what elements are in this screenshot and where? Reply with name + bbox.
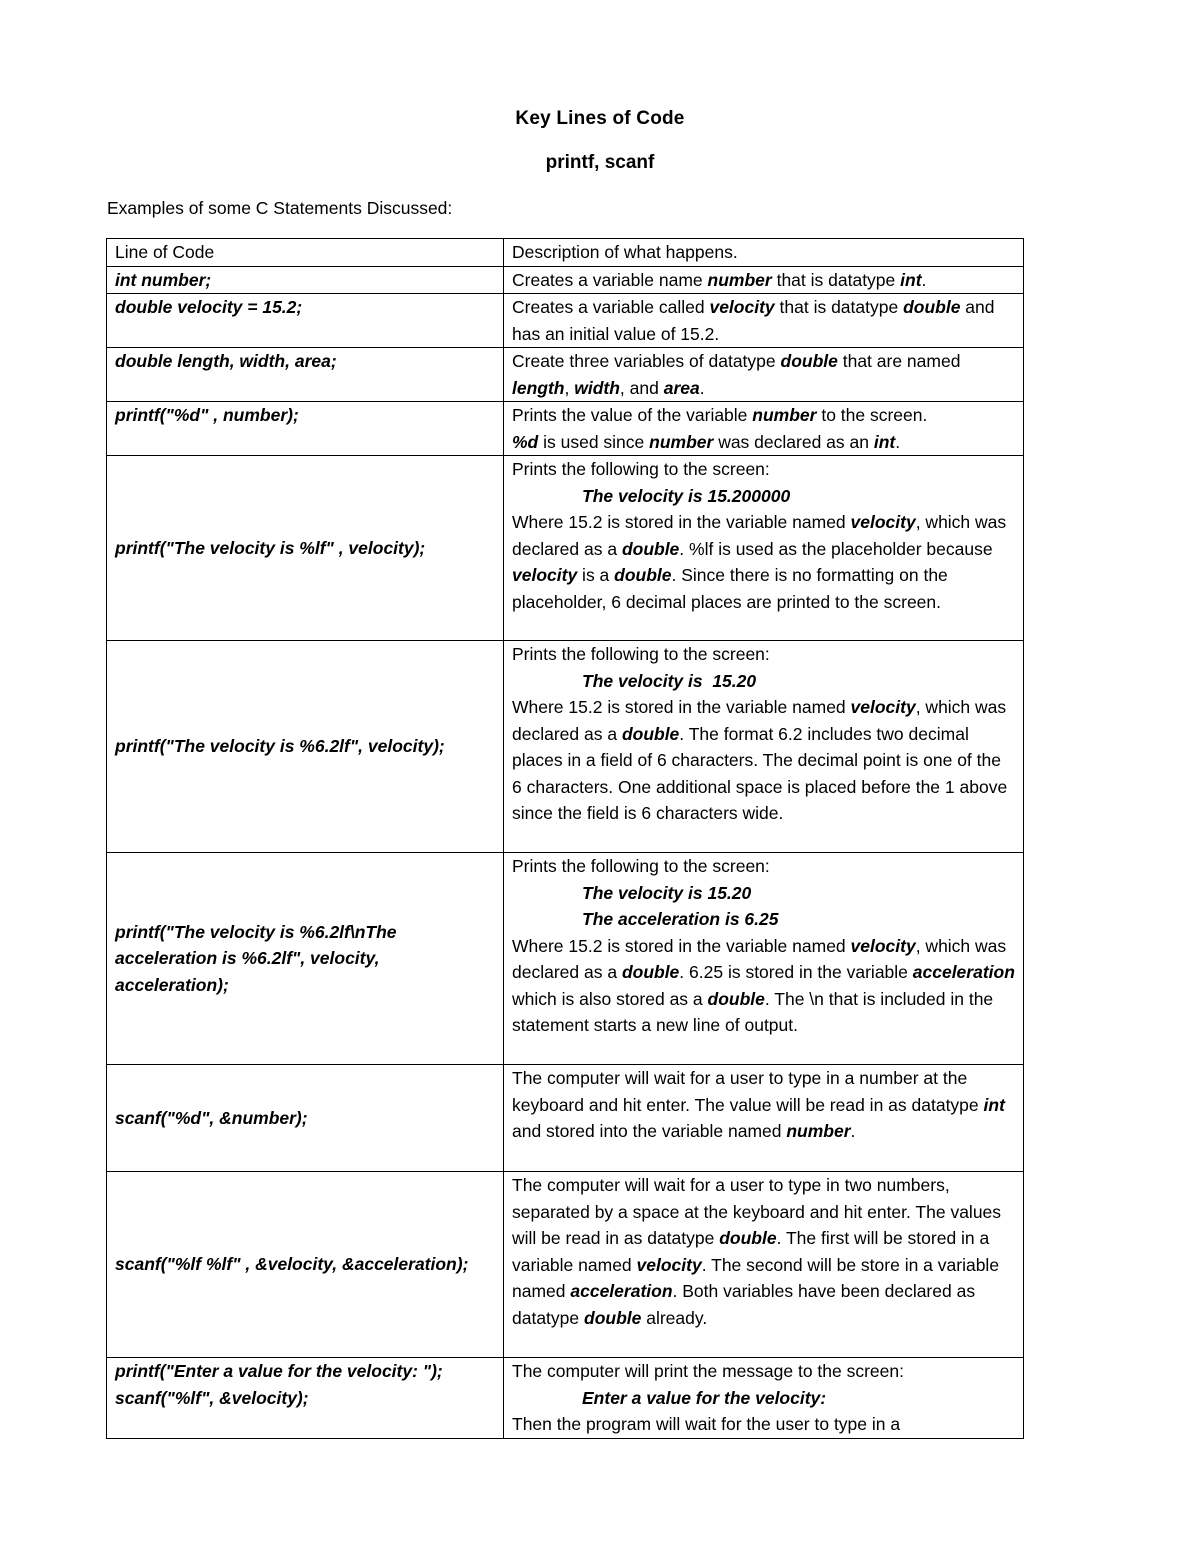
desc-text: which is also stored as a xyxy=(512,988,708,1009)
desc-text: The computer will wait for a user to type in two numbers, separated by a space at the keyboard and hit enter. The values will be read in as datatype xyxy=(512,1175,1002,1248)
desc-text: . The format 6.2 includes two decimal places in a field of 6 characters. The decimal point is one of the 6 characters. One additional space is placed before the 1 above since the field is 6 characters wide. xyxy=(512,723,1008,823)
desc-text: Where 15.2 is stored in the variable named xyxy=(512,935,851,956)
console-output: The velocity is 15.200000 xyxy=(582,485,791,506)
desc-keyword: length xyxy=(512,377,565,398)
description-cell xyxy=(504,348,1024,402)
desc-text: , which was declared as a xyxy=(512,697,1007,744)
desc-text: already. xyxy=(641,1307,708,1328)
desc-lead: Prints the following to the screen: xyxy=(512,856,770,876)
code-line: printf("The velocity is %6.2lf\nThe acceleration is %6.2lf", velocity, acceleration); xyxy=(115,921,402,995)
desc-keyword: area xyxy=(663,377,700,398)
desc-text: . %lf is used as the placeholder because xyxy=(679,538,993,559)
desc-line xyxy=(512,402,1015,429)
desc-text: that are named xyxy=(837,351,961,371)
desc-keyword: number xyxy=(649,431,714,452)
table-row xyxy=(107,294,1024,348)
code-cell xyxy=(107,1172,504,1358)
desc-text: . Since there is no formatting on the placeholder, 6 decimal places are printed to the screen. xyxy=(512,565,948,612)
desc-keyword: velocity xyxy=(512,565,578,585)
desc-keyword: number xyxy=(707,269,772,290)
table-row xyxy=(107,348,1024,402)
desc-text: , xyxy=(564,377,575,398)
desc-keyword: int xyxy=(873,431,896,452)
desc-keyword: velocity xyxy=(709,297,775,317)
desc-keyword: double xyxy=(707,988,765,1009)
code-cell xyxy=(107,1065,504,1172)
desc-keyword: int xyxy=(900,269,922,290)
desc-keyword: velocity xyxy=(850,697,916,717)
desc-text: , which was declared as a xyxy=(512,935,1007,982)
desc-text: . xyxy=(895,431,901,452)
code-line: printf("%d" , number); xyxy=(115,405,299,425)
desc-keyword: velocity xyxy=(850,512,916,532)
desc-text: Where 15.2 is stored in the variable named xyxy=(512,512,851,532)
desc-text: that is datatype xyxy=(774,297,904,317)
code-cell xyxy=(107,348,504,402)
code-line: int number; xyxy=(115,269,212,290)
table-row xyxy=(107,1172,1024,1358)
console-output: The velocity is 15.20 xyxy=(582,882,752,903)
desc-text: Prints the value of the variable xyxy=(512,405,753,425)
desc-text: . xyxy=(921,269,927,290)
desc-keyword: acceleration xyxy=(912,962,1015,982)
desc-keyword: width xyxy=(574,377,620,398)
desc-keyword: double xyxy=(621,723,680,744)
desc-text: . Both variables have been declared as datatype xyxy=(512,1281,976,1328)
console-output: The acceleration is 6.25 xyxy=(582,909,779,929)
desc-lead: The computer will print the message to the screen: xyxy=(512,1361,904,1381)
desc-lead: Prints the following to the screen: xyxy=(512,459,770,479)
desc-text: . xyxy=(850,1121,856,1141)
desc-text: Where 15.2 is stored in the variable named xyxy=(512,697,851,717)
table-row xyxy=(107,641,1024,853)
desc-line xyxy=(512,429,1015,456)
desc-lead: Prints the following to the screen: xyxy=(512,644,770,664)
desc-keyword: %d xyxy=(512,431,539,452)
desc-text: , which was declared as a xyxy=(512,512,1007,559)
code-line: scanf("%d", &number); xyxy=(115,1107,308,1128)
desc-keyword: double xyxy=(621,962,680,982)
table-header-row xyxy=(107,239,1024,267)
desc-text: Creates a variable name xyxy=(512,269,708,290)
console-output: The velocity is 15.20 xyxy=(582,670,757,691)
desc-keyword: double xyxy=(614,565,672,585)
desc-text: The computer will wait for a user to type in a number at the keyboard and hit enter. The value will be read in as datatype xyxy=(512,1068,984,1115)
code-cell xyxy=(107,853,504,1065)
intro-text: Examples of some C Statements Discussed: xyxy=(107,198,453,218)
description-cell xyxy=(504,456,1024,641)
desc-keyword: acceleration xyxy=(570,1281,673,1301)
desc-text: , and xyxy=(619,377,664,398)
table-row xyxy=(107,402,1024,456)
desc-keyword: double xyxy=(780,351,838,371)
desc-keyword: double xyxy=(903,297,961,317)
description-cell xyxy=(504,1172,1024,1358)
page-subtitle: printf, scanf xyxy=(545,152,655,173)
desc-text: . xyxy=(699,377,705,398)
header-line-of-code: Line of Code xyxy=(107,239,504,267)
code-cell xyxy=(107,641,504,853)
code-line: printf("The velocity is %lf" , velocity); xyxy=(115,537,426,558)
table-row xyxy=(107,1065,1024,1172)
code-cell xyxy=(107,266,504,294)
desc-text: and has an initial value of 15.2. xyxy=(512,297,995,344)
desc-keyword: double xyxy=(719,1228,777,1248)
code-table xyxy=(106,238,1024,1439)
desc-text: . The \n that is included in the statement starts a new line of output. xyxy=(512,988,994,1035)
description-cell xyxy=(504,641,1024,853)
desc-text: . 6.25 is stored in the variable xyxy=(679,962,913,982)
desc-keyword: velocity xyxy=(636,1254,702,1275)
description-cell xyxy=(504,294,1024,348)
console-output: Enter a value for the velocity: xyxy=(582,1387,827,1408)
desc-text: Create three variables of datatype xyxy=(512,351,781,371)
table-row xyxy=(107,456,1024,641)
code-line: double length, width, area; xyxy=(115,351,337,371)
code-cell xyxy=(107,1358,504,1439)
desc-keyword: int xyxy=(983,1094,1005,1115)
code-cell xyxy=(107,402,504,456)
code-line: scanf("%lf %lf" , &velocity, &acceleration); xyxy=(115,1254,469,1275)
desc-text: is a xyxy=(577,565,615,585)
desc-text: Creates a variable called xyxy=(512,297,710,317)
desc-text: . The first will be stored in a variable named xyxy=(512,1228,990,1275)
desc-text: that is datatype xyxy=(771,269,901,290)
description-cell xyxy=(504,853,1024,1065)
header-description: Description of what happens. xyxy=(504,239,1024,267)
table-row xyxy=(107,853,1024,1065)
description-cell xyxy=(504,1065,1024,1172)
code-line: double velocity = 15.2; xyxy=(115,297,303,317)
description-cell xyxy=(504,266,1024,294)
code-line: printf("Enter a value for the velocity: "); xyxy=(115,1361,443,1381)
desc-keyword: double xyxy=(621,538,680,559)
desc-keyword: number xyxy=(786,1121,851,1141)
desc-text: and stored into the variable named xyxy=(512,1121,787,1141)
code-cell xyxy=(107,294,504,348)
desc-text: to the screen. xyxy=(816,405,928,425)
desc-text: is used since xyxy=(538,431,650,452)
description-cell xyxy=(504,402,1024,456)
code-line: scanf("%lf", &velocity); xyxy=(115,1387,309,1408)
desc-tail: Then the program will wait for the user to type in a xyxy=(512,1414,901,1434)
page-title: Key Lines of Code xyxy=(515,108,685,129)
table-row xyxy=(107,1358,1024,1439)
code-line: printf("The velocity is %6.2lf", velocity); xyxy=(115,736,445,757)
desc-keyword: number xyxy=(752,405,817,425)
table-row xyxy=(107,266,1024,294)
desc-text: . The second will be store in a variable named xyxy=(512,1254,1000,1301)
description-cell xyxy=(504,1358,1024,1439)
code-cell xyxy=(107,456,504,641)
desc-text: was declared as an xyxy=(713,431,874,452)
desc-keyword: velocity xyxy=(850,935,916,956)
desc-keyword: double xyxy=(584,1307,642,1328)
